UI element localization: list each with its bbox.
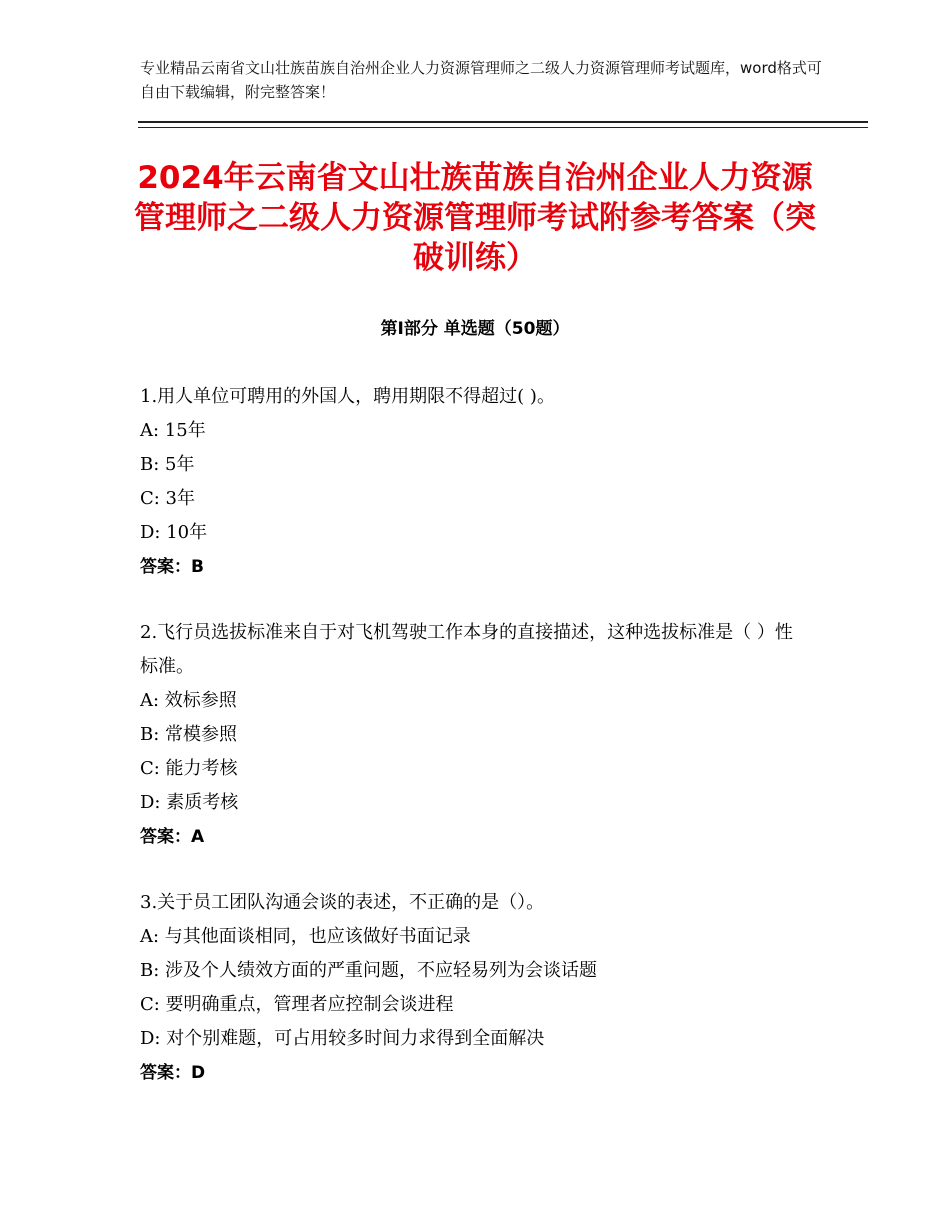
- option-b: B: 常模参照: [140, 724, 238, 745]
- answer-line: 答案：D: [140, 1063, 206, 1083]
- header-divider: [138, 121, 868, 128]
- option-a: A: 效标参照: [140, 690, 237, 711]
- option-c: C: 能力考核: [140, 758, 238, 779]
- question-1: [140, 380, 820, 584]
- option-c: C: 要明确重点，管理者应控制会谈进程: [140, 994, 454, 1015]
- section-heading: 第Ⅰ部分 单选题（50题）: [380, 319, 570, 339]
- option-b: B: 5年: [140, 454, 195, 475]
- option-a: A: 15年: [140, 420, 206, 441]
- option-d: D: 对个别难题，可占用较多时间力求得到全面解决: [140, 1028, 545, 1049]
- option-b: B: 涉及个人绩效方面的严重问题，不应轻易列为会谈话题: [140, 960, 598, 981]
- question-stem: 1.用人单位可聘用的外国人，聘用期限不得超过( )。: [140, 386, 555, 407]
- question-3: [140, 886, 820, 1090]
- option-d: D: 素质考核: [140, 792, 239, 813]
- answer-line: 答案：B: [140, 557, 204, 577]
- answer-line: 答案：A: [140, 827, 205, 847]
- document-title: 2024年云南省文山壮族苗族自治州企业人力资源管理师之二级人力资源管理师考试附参考答案（突破训练）: [134, 160, 816, 276]
- option-c: C: 3年: [140, 488, 196, 509]
- header-note: 专业精品云南省文山壮族苗族自治州企业人力资源管理师之二级人力资源管理师考试题库，word格式可自由下载编辑，附完整答案！: [140, 59, 822, 101]
- question-2: [140, 616, 820, 854]
- question-list: [140, 380, 820, 1122]
- option-a: A: 与其他面谈相同，也应该做好书面记录: [140, 926, 471, 947]
- question-stem: 3.关于员工团队沟通会谈的表述，不正确的是（）。: [140, 892, 545, 913]
- option-d: D: 10年: [140, 522, 208, 543]
- question-stem: 2.飞行员选拔标准来自于对飞机驾驶工作本身的直接描述，这种选拔标准是（ ）性标准。: [140, 622, 793, 677]
